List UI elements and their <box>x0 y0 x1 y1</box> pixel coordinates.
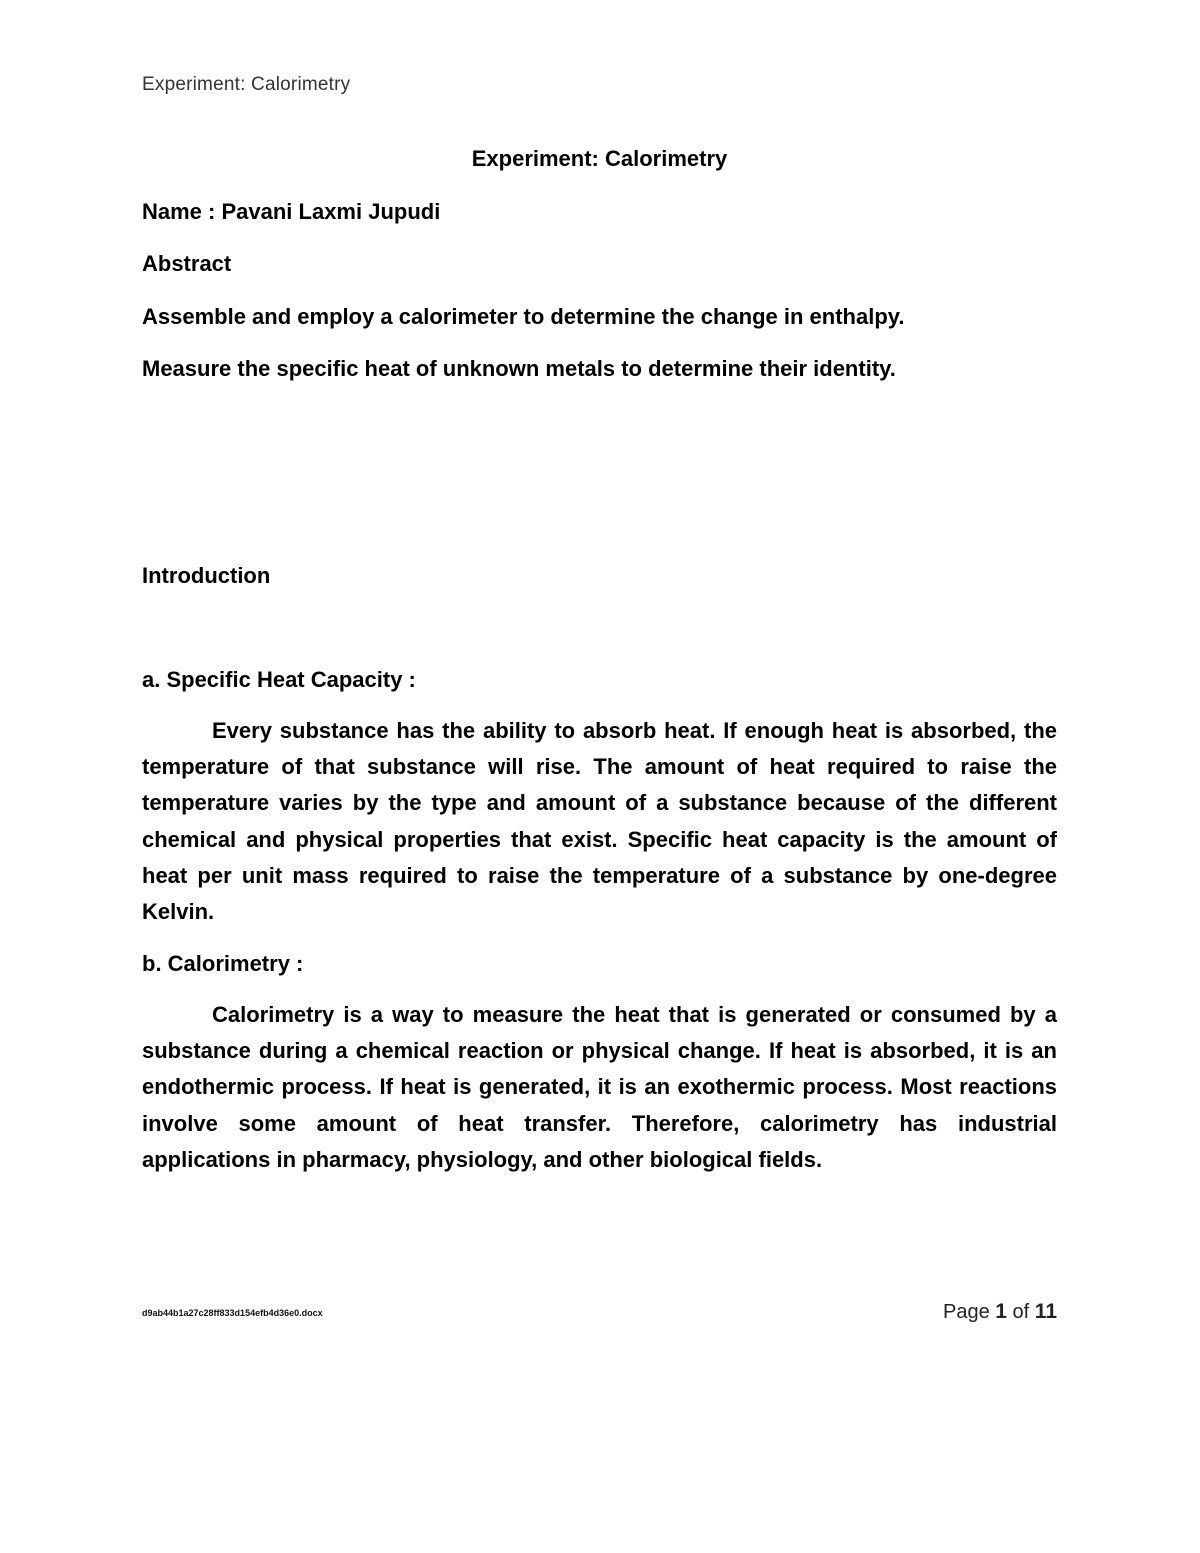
abstract-line: Measure the specific heat of unknown metals to determine their identity. <box>142 356 896 381</box>
author-name-line: Name : Pavani Laxmi Jupudi <box>142 199 441 224</box>
footer-file-code: d9ab44b1a27c28ff833d154efb4d36e0.docx <box>142 1308 323 1318</box>
introduction-heading: Introduction <box>142 563 271 588</box>
page-current: 1 <box>995 1300 1007 1323</box>
document-title: Experiment: Calorimetry <box>471 146 728 171</box>
running-header-title: Experiment: Calorimetry <box>142 74 351 95</box>
section-heading-calorimetry: b. Calorimetry : <box>142 951 304 976</box>
abstract-heading: Abstract <box>142 251 232 276</box>
page-prefix: Page <box>943 1301 990 1323</box>
page-total: 11 <box>1034 1300 1057 1323</box>
section-paragraph-specific-heat: Every substance has the ability to absorb heat. If enough heat is absorbed, the temperature of that substance will rise. The amount of heat required to raise the temperature varies by the type and amount of a substance because of the different chemical and physical properties that exist. Specific heat capacity is the amount of heat per unit mass required to raise the temperature of a substance by one-degree Kelvin. <box>142 718 1057 925</box>
section-paragraph-calorimetry: Calorimetry is a way to measure the heat that is generated or consumed by a substance during a chemical reaction or physical change. If heat is absorbed, it is an endothermic process. If heat is generated, it is an exothermic process. Most reactions involve some amount of heat transfer. Therefore, calorimetry has industrial applications in pharmacy, physiology, and other biological fields. <box>142 1002 1057 1172</box>
page-number <box>943 1300 1057 1324</box>
page-of: of <box>1012 1301 1030 1323</box>
section-heading-specific-heat: a. Specific Heat Capacity : <box>142 667 416 692</box>
abstract-line: Assemble and employ a calorimeter to determine the change in enthalpy. <box>142 304 905 329</box>
